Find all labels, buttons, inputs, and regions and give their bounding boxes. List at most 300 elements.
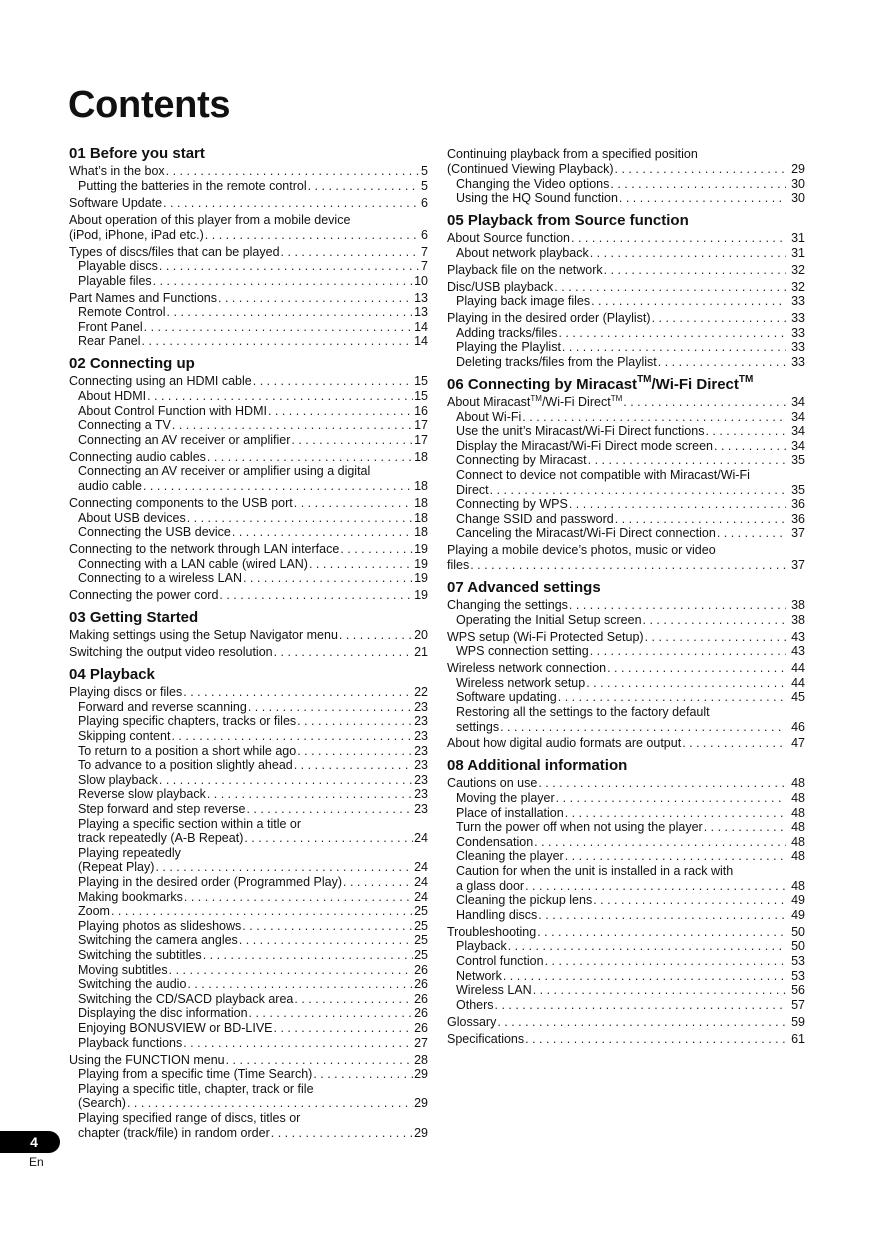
toc-entry-text: Remote Control <box>78 305 166 320</box>
toc-entry-text: Enjoying BONUSVIEW or BD-LIVE <box>78 1020 273 1035</box>
toc-entry-text: Moving the player <box>456 791 555 806</box>
toc-page-number: 24 <box>414 875 428 890</box>
toc-page-number: 29 <box>791 161 805 176</box>
toc-entry[interactable] <box>447 661 805 676</box>
toc-entry[interactable] <box>447 736 805 751</box>
toc-entry-text-line1: Playing a specific title, chapter, track or file <box>78 1081 314 1096</box>
toc-entry[interactable] <box>69 1082 428 1111</box>
dot-leader <box>187 511 413 526</box>
toc-entry-text: Direct <box>456 482 489 497</box>
toc-entry[interactable] <box>69 700 428 715</box>
toc-entry-text: Condensation <box>456 834 534 849</box>
toc-page-number: 13 <box>414 305 428 320</box>
toc-entry[interactable] <box>69 433 428 448</box>
toc-page-number: 23 <box>414 743 428 758</box>
toc-page-number: 19 <box>414 571 428 586</box>
toc-entry-text: Switching the output video resolution <box>69 645 273 660</box>
page-title: Contents <box>68 84 231 126</box>
dot-leader <box>565 806 786 821</box>
toc-entry[interactable] <box>447 925 805 940</box>
toc-entry[interactable] <box>69 418 428 433</box>
toc-entry[interactable] <box>69 1006 428 1021</box>
dot-leader <box>525 879 786 894</box>
toc-entry-text: Connecting to the network through LAN interface <box>69 542 340 557</box>
dot-leader <box>533 983 786 998</box>
toc-entry[interactable] <box>69 744 428 759</box>
toc-entry[interactable] <box>69 291 428 306</box>
toc-entry[interactable] <box>447 630 805 645</box>
dot-leader <box>297 744 413 759</box>
toc-entry-text: Moving subtitles <box>78 962 168 977</box>
toc-page-number: 23 <box>414 787 428 802</box>
section-heading: 02 Connecting up <box>69 355 195 373</box>
toc-entry[interactable] <box>69 213 428 242</box>
dot-leader <box>172 418 413 433</box>
toc-entry[interactable] <box>447 410 805 425</box>
toc-entry-text: Wireless network connection <box>447 661 607 676</box>
toc-entry-text: Connecting a TV <box>78 418 171 433</box>
toc-entry[interactable] <box>447 969 805 984</box>
toc-entry-text: Cautions on use <box>447 776 538 791</box>
toc-entry-text: Using the HQ Sound function <box>456 191 618 206</box>
toc-page-number: 38 <box>791 597 805 612</box>
toc-page-number: 35 <box>791 482 805 497</box>
toc-entry[interactable] <box>447 791 805 806</box>
toc-page-number: 35 <box>791 453 805 468</box>
toc-entry[interactable] <box>447 676 805 691</box>
toc-entry-text: Switching the CD/SACD playback area <box>78 991 294 1006</box>
toc-entry[interactable] <box>447 424 805 439</box>
toc-page-number: 16 <box>414 403 428 418</box>
toc-entry[interactable] <box>69 334 428 349</box>
dot-leader <box>294 992 413 1007</box>
toc-page-number: 10 <box>414 273 428 288</box>
toc-entry-text: Step forward and step reverse <box>78 802 246 817</box>
toc-entry[interactable] <box>447 191 805 206</box>
toc-entry[interactable] <box>69 320 428 335</box>
toc-entry[interactable] <box>69 305 428 320</box>
toc-entry[interactable] <box>447 263 805 278</box>
dot-leader <box>339 628 413 643</box>
toc-entry[interactable] <box>69 992 428 1007</box>
dot-leader <box>219 588 413 603</box>
toc-entry-text: About Source function <box>447 231 570 246</box>
dot-leader <box>704 820 786 835</box>
toc-entry[interactable] <box>69 817 428 846</box>
toc-entry[interactable] <box>447 598 805 613</box>
toc-entry[interactable] <box>69 588 428 603</box>
toc-entry[interactable] <box>69 196 428 211</box>
toc-entry[interactable] <box>447 893 805 908</box>
toc-entry[interactable] <box>447 355 805 370</box>
toc-entry-text: Connecting by Miracast <box>456 453 587 468</box>
toc-entry[interactable] <box>69 890 428 905</box>
toc-entry-text: files <box>447 557 470 572</box>
toc-entry-text: Wireless LAN <box>456 983 532 998</box>
toc-page-number: 23 <box>414 772 428 787</box>
toc-entry[interactable] <box>447 820 805 835</box>
toc-entry-text: Glossary <box>447 1014 497 1029</box>
toc-page-number: 56 <box>791 983 805 998</box>
toc-entry-text: WPS setup (Wi-Fi Protected Setup) <box>447 629 644 644</box>
dot-leader <box>645 630 787 645</box>
toc-entry-text: Playing photos as slideshows <box>78 918 242 933</box>
toc-entry[interactable] <box>447 690 805 705</box>
toc-entry[interactable] <box>69 404 428 419</box>
toc-entry[interactable] <box>69 904 428 919</box>
toc-entry[interactable] <box>447 311 805 326</box>
section-heading: 05 Playback from Source function <box>447 211 689 229</box>
toc-entry-text: Playback functions <box>78 1035 183 1050</box>
toc-entry-text: Reverse slow playback <box>78 787 206 802</box>
toc-page-number: 32 <box>791 262 805 277</box>
toc-entry-text: Network <box>456 968 502 983</box>
dot-leader <box>232 525 413 540</box>
toc-entry-text: Zoom <box>78 904 110 919</box>
toc-entry[interactable] <box>447 864 805 893</box>
toc-entry[interactable] <box>447 395 805 410</box>
toc-entry[interactable] <box>69 919 428 934</box>
toc-entry-text: Using the FUNCTION menu <box>69 1052 225 1067</box>
toc-entry-text: WPS connection setting <box>456 644 589 659</box>
toc-entry-text: Part Names and Functions <box>69 290 217 305</box>
dot-leader <box>155 860 413 875</box>
toc-entry-text: Others <box>456 997 494 1012</box>
heading-text: 06 Connecting by Miracast <box>447 375 638 393</box>
dot-leader <box>565 849 786 864</box>
toc-entry-text-line1: About operation of this player from a mobile device <box>69 212 351 227</box>
toc-entry-text: Connecting by WPS <box>456 497 568 512</box>
toc-entry-text: To advance to a position slightly ahead <box>78 758 293 773</box>
dot-leader <box>246 802 413 817</box>
toc-page-number: 57 <box>791 997 805 1012</box>
toc-entry-text: Place of installation <box>456 805 564 820</box>
toc-page-number: 23 <box>414 802 428 817</box>
toc-page-number: 26 <box>414 1020 428 1035</box>
toc-entry[interactable] <box>447 439 805 454</box>
toc-entry[interactable] <box>447 512 805 527</box>
dot-leader <box>268 404 413 419</box>
toc-entry-text: Playing in the desired order (Programmed Play) <box>78 875 343 890</box>
toc-entry[interactable] <box>69 1053 428 1068</box>
toc-entry-text: Displaying the disc information <box>78 1006 248 1021</box>
entry-text-part: About Miracast <box>447 395 531 410</box>
toc-column-left <box>69 145 428 1140</box>
toc-entry[interactable] <box>69 773 428 788</box>
toc-entry-text: Disc/USB playback <box>447 279 554 294</box>
toc-entry-text: Connecting with a LAN cable (wired LAN) <box>78 556 308 571</box>
toc-entry[interactable] <box>69 729 428 744</box>
toc-entry[interactable] <box>447 983 805 998</box>
toc-page-number: 23 <box>414 729 428 744</box>
toc-entry[interactable] <box>69 542 428 557</box>
toc-entry[interactable] <box>69 245 428 260</box>
toc-entry[interactable] <box>447 644 805 659</box>
toc-entry-text: Playing specific chapters, tracks or files <box>78 714 297 729</box>
toc-entry[interactable] <box>447 468 805 497</box>
toc-page-number: 24 <box>414 860 428 875</box>
toc-entry-text: Playing back image files <box>456 294 591 309</box>
dot-leader <box>545 954 787 969</box>
toc-page-number: 7 <box>421 259 428 274</box>
toc-page-number: 26 <box>414 991 428 1006</box>
toc-entry-text: Playing from a specific time (Time Search) <box>78 1067 313 1082</box>
dot-leader <box>308 179 420 194</box>
toc-entry-text: Switching the camera angles <box>78 933 238 948</box>
dot-leader <box>717 526 786 541</box>
dot-leader <box>610 177 786 192</box>
dot-leader <box>143 479 413 494</box>
toc-entry[interactable] <box>69 274 428 289</box>
toc-page-number: 44 <box>791 675 805 690</box>
toc-entry[interactable] <box>69 846 428 875</box>
toc-page-number: 14 <box>414 319 428 334</box>
toc-page-number: 36 <box>791 511 805 526</box>
toc-entry[interactable] <box>447 497 805 512</box>
toc-page-number: 53 <box>791 953 805 968</box>
dot-leader <box>294 758 413 773</box>
toc-page-number: 37 <box>791 557 805 572</box>
dot-leader <box>590 246 786 261</box>
toc-page-number: 48 <box>791 805 805 820</box>
toc-entry[interactable] <box>69 164 428 179</box>
toc-page-number: 43 <box>791 644 805 659</box>
section-heading: 08 Additional information <box>447 757 628 775</box>
dot-leader <box>167 305 414 320</box>
toc-entry[interactable] <box>447 231 805 246</box>
toc-entry[interactable] <box>69 571 428 586</box>
toc-page-number: 31 <box>791 231 805 246</box>
dot-leader <box>291 433 413 448</box>
toc-entry-text: Making bookmarks <box>78 889 183 904</box>
toc-entry-text: About HDMI <box>78 389 147 404</box>
toc-entry[interactable] <box>69 628 428 643</box>
toc-page-number: 26 <box>414 962 428 977</box>
toc-entry[interactable] <box>69 875 428 890</box>
dot-leader <box>525 1032 786 1047</box>
toc-entry[interactable] <box>447 526 805 541</box>
toc-page-number: 23 <box>414 758 428 773</box>
toc-entry[interactable] <box>69 389 428 404</box>
toc-page-number: 31 <box>791 245 805 260</box>
toc-page-number: 43 <box>791 629 805 644</box>
toc-entry-text: Wireless network setup <box>456 675 586 690</box>
toc-entry[interactable] <box>69 511 428 526</box>
toc-page-number: 34 <box>791 424 805 439</box>
toc-entry[interactable] <box>447 776 805 791</box>
toc-page-number: 33 <box>791 355 805 370</box>
dot-leader <box>652 311 787 326</box>
toc-page-number: 28 <box>414 1052 428 1067</box>
toc-entry[interactable] <box>447 908 805 923</box>
trademark-mark: TM <box>637 373 652 385</box>
dot-leader <box>714 439 786 454</box>
toc-entry[interactable] <box>447 177 805 192</box>
dot-leader <box>586 676 786 691</box>
toc-entry[interactable] <box>447 294 805 309</box>
toc-page-number: 18 <box>414 449 428 464</box>
dot-leader <box>591 294 786 309</box>
toc-page-number: 48 <box>791 820 805 835</box>
dot-leader <box>569 497 786 512</box>
toc-page-number: 15 <box>414 374 428 389</box>
toc-page-number: 29 <box>414 1125 428 1140</box>
toc-page-number: 21 <box>414 645 428 660</box>
toc-entry[interactable] <box>69 963 428 978</box>
toc-entry[interactable] <box>69 179 428 194</box>
dot-leader <box>682 736 786 751</box>
toc-entry-text: Connecting to a wireless LAN <box>78 571 242 586</box>
dot-leader <box>111 904 413 919</box>
toc-entry-text: Playback <box>456 939 507 954</box>
dot-leader <box>534 835 786 850</box>
toc-entry[interactable] <box>69 1111 428 1140</box>
toc-entry[interactable] <box>69 450 428 465</box>
toc-entry-text: Handling discs <box>456 907 538 922</box>
toc-entry-text: Change SSID and password <box>456 511 614 526</box>
toc-page-number: 6 <box>421 227 428 242</box>
toc-entry-text: Connecting components to the USB port <box>69 496 293 510</box>
toc-entry-text: Playing the Playlist <box>456 340 561 355</box>
toc-entry[interactable] <box>447 543 805 572</box>
toc-entry[interactable] <box>447 147 805 176</box>
toc-page-number: 17 <box>414 432 428 447</box>
toc-entry[interactable] <box>447 453 805 468</box>
toc-entry-text: Changing the settings <box>447 597 568 612</box>
toc-entry[interactable] <box>69 645 428 660</box>
toc-page-number: 53 <box>791 968 805 983</box>
toc-entry-text: Cleaning the player <box>456 849 564 864</box>
toc-entry[interactable] <box>447 1032 805 1047</box>
toc-entry-text: chapter (track/file) in random order <box>78 1125 270 1140</box>
dot-leader <box>309 557 413 572</box>
trademark-mark: TM <box>610 393 623 403</box>
toc-entry-text: a glass door <box>456 878 525 893</box>
toc-entry[interactable] <box>447 954 805 969</box>
toc-entry[interactable] <box>69 948 428 963</box>
toc-entry[interactable] <box>69 374 428 389</box>
toc-entry[interactable] <box>447 1015 805 1030</box>
toc-page-number: 36 <box>791 497 805 512</box>
dot-leader <box>274 1021 414 1036</box>
toc-entry[interactable] <box>69 525 428 540</box>
toc-page-number: 34 <box>791 438 805 453</box>
toc-entry[interactable] <box>69 685 428 700</box>
toc-entry[interactable] <box>447 340 805 355</box>
toc-entry[interactable] <box>69 1021 428 1036</box>
dot-leader <box>244 831 413 846</box>
toc-entry[interactable] <box>69 1036 428 1051</box>
toc-entry[interactable] <box>447 246 805 261</box>
dot-leader <box>159 259 420 274</box>
dot-leader <box>205 228 420 243</box>
toc-page-number: 22 <box>414 685 428 700</box>
toc-entry[interactable] <box>69 802 428 817</box>
toc-column-right <box>447 145 805 1046</box>
dot-leader <box>508 939 786 954</box>
toc-page-number: 26 <box>414 977 428 992</box>
dot-leader <box>705 424 786 439</box>
dot-leader <box>184 890 413 905</box>
toc-page-number: 34 <box>791 409 805 424</box>
toc-entry[interactable] <box>69 557 428 572</box>
dot-leader <box>497 1015 786 1030</box>
toc-page-number: 59 <box>791 1014 805 1029</box>
toc-entry-text: (Search) <box>78 1096 126 1111</box>
dot-leader <box>297 714 413 729</box>
dot-leader <box>159 773 413 788</box>
dot-leader <box>239 933 413 948</box>
dot-leader <box>153 274 413 289</box>
dot-leader <box>607 661 786 676</box>
toc-entry[interactable] <box>69 933 428 948</box>
toc-entry[interactable] <box>447 806 805 821</box>
toc-page-number: 25 <box>414 933 428 948</box>
toc-entry-text: About Control Function with HDMI <box>78 403 267 418</box>
trademark-mark: TM <box>738 373 754 385</box>
toc-entry-text: Switching the subtitles <box>78 947 202 962</box>
toc-entry-text: Adding tracks/files <box>456 325 558 340</box>
toc-entry[interactable] <box>447 705 805 734</box>
toc-entry[interactable] <box>447 613 805 628</box>
toc-page-number: 24 <box>414 831 428 846</box>
toc-page-number: 33 <box>791 294 805 309</box>
toc-entry[interactable] <box>69 496 428 511</box>
dot-leader <box>470 558 786 573</box>
toc-entry-text: Deleting tracks/files from the Playlist <box>456 355 657 370</box>
toc-entry[interactable] <box>447 835 805 850</box>
toc-entry[interactable] <box>69 259 428 274</box>
toc-entry-text: Troubleshooting <box>447 924 537 939</box>
dot-leader <box>169 963 413 978</box>
toc-entry-text <box>447 395 622 410</box>
toc-page-number: 5 <box>421 178 428 193</box>
toc-entry[interactable] <box>447 939 805 954</box>
dot-leader <box>623 395 786 410</box>
toc-entry-text-line1: Playing specified range of discs, titles or <box>78 1110 301 1125</box>
toc-entry[interactable] <box>69 464 428 493</box>
toc-entry-text: Rear Panel <box>78 334 141 349</box>
toc-entry[interactable] <box>447 326 805 341</box>
toc-entry[interactable] <box>69 977 428 992</box>
toc-page-number: 45 <box>791 690 805 705</box>
toc-entry[interactable] <box>69 714 428 729</box>
dot-leader <box>490 483 786 498</box>
toc-page-number: 18 <box>414 479 428 494</box>
section-heading <box>447 373 805 393</box>
dot-leader <box>127 1096 413 1111</box>
toc-page-number: 25 <box>414 918 428 933</box>
toc-entry[interactable] <box>447 280 805 295</box>
toc-entry-text: About how digital audio formats are output <box>447 736 682 751</box>
dot-leader <box>604 263 786 278</box>
toc-entry[interactable] <box>69 787 428 802</box>
toc-page-number: 61 <box>791 1031 805 1046</box>
toc-entry[interactable] <box>447 849 805 864</box>
toc-entry[interactable] <box>69 1067 428 1082</box>
toc-page-number: 33 <box>791 325 805 340</box>
dot-leader <box>615 512 786 527</box>
toc-entry-text: Operating the Initial Setup screen <box>456 612 642 627</box>
toc-page-number: 26 <box>414 1006 428 1021</box>
toc-entry[interactable] <box>69 758 428 773</box>
toc-entry[interactable] <box>447 998 805 1013</box>
dot-leader <box>294 496 413 511</box>
toc-entry-text: To return to a position a short while ago <box>78 743 297 758</box>
toc-entry-text: Switching the audio <box>78 977 187 992</box>
toc-page-number: 19 <box>414 542 428 557</box>
toc-entry-text: Skipping content <box>78 729 171 744</box>
